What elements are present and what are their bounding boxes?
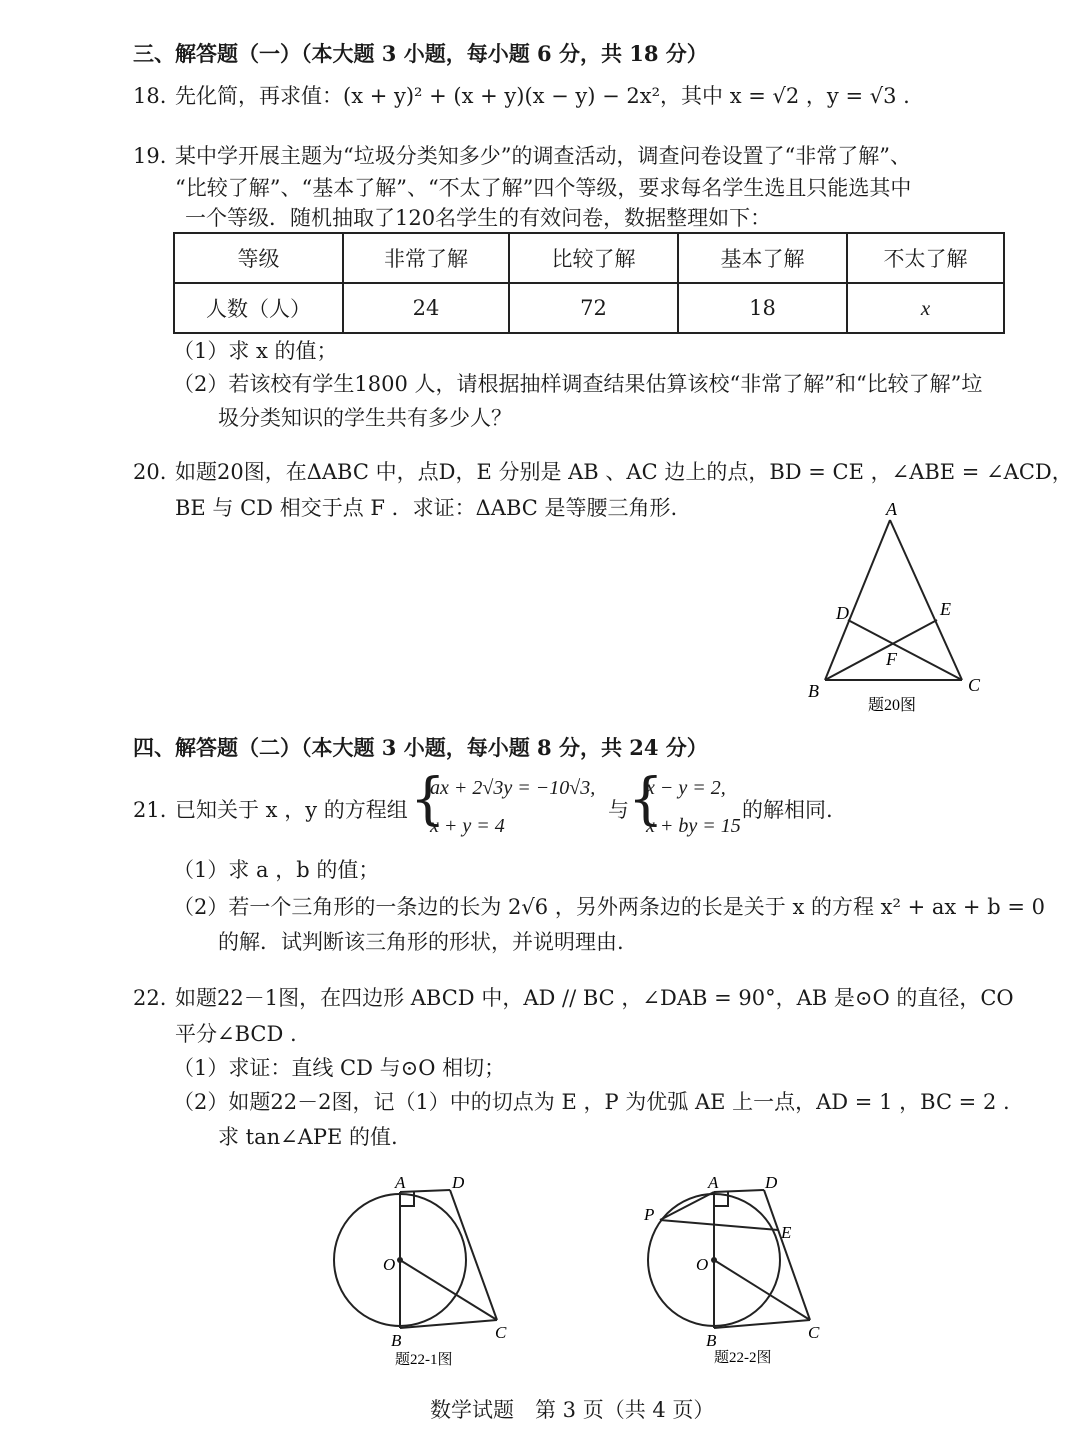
table-cell: x xyxy=(847,283,1004,333)
section3-title: 三、解答题（一）（本大题 3 小题，每小题 6 分，共 18 分） xyxy=(133,41,708,66)
q18-text: 先化简，再求值：(x + y)² + (x + y)(x − y) − 2x²，其中 x = √2 ，y = √3 . xyxy=(175,84,910,108)
label-e: E xyxy=(940,599,951,619)
grade-table xyxy=(173,232,1005,334)
q21-part1: （1）求 a ，b 的值； xyxy=(173,858,380,882)
label-f: F xyxy=(886,649,897,669)
figure-caption: 题22-2图 xyxy=(714,1350,772,1366)
q21-number: 21. xyxy=(133,798,167,822)
section4-title: 四、解答题（二）（本大题 3 小题，每小题 8 分，共 24 分） xyxy=(133,735,708,760)
q22-part1: （1）求证：直线 CD 与⊙O 相切； xyxy=(173,1056,506,1080)
left-brace: { xyxy=(628,767,664,832)
label-b: B xyxy=(706,1331,717,1350)
label-d: D xyxy=(765,1173,778,1192)
label-c: C xyxy=(968,675,981,695)
label-d: D xyxy=(836,603,849,623)
q19-line1: 某中学开展主题为“垃圾分类知多少”的调查活动，调查问卷设置了“非常了解”、 xyxy=(175,144,911,168)
q21-intro: 已知关于 x ，y 的方程组 xyxy=(175,798,408,822)
label-b: B xyxy=(808,681,819,701)
q22-line2: 平分∠BCD . xyxy=(175,1022,297,1046)
label-b: B xyxy=(391,1331,402,1350)
label-a: A xyxy=(708,1173,719,1192)
table-cell: 72 xyxy=(509,283,678,333)
label-o: O xyxy=(383,1255,396,1274)
table-cell: 24 xyxy=(343,283,509,333)
table-header-cell: 比较了解 xyxy=(509,233,678,283)
q22-number: 22. xyxy=(133,986,167,1010)
q22-part2-line1: （2）如题22－2图，记（1）中的切点为 E ，P 为优弧 AE 上一点，AD = 1 ，BC = 2 . xyxy=(173,1090,1010,1114)
q19-line2: “比较了解”、“基本了解”、“不太了解”四个等级，要求每名学生选且只能选其中 xyxy=(175,176,912,200)
q21-part2-line1: （2）若一个三角形的一条边的长为 2√6 ，另外两条边的长是关于 x 的方程 x² + ax + b = 0 xyxy=(173,895,1045,919)
circle-figure-22-2 xyxy=(638,1170,838,1370)
page-footer: 数学试题 第 3 页（共 4 页） xyxy=(430,1398,715,1422)
left-brace: { xyxy=(410,767,446,832)
table-header-cell: 非常了解 xyxy=(343,233,509,283)
table-header-cell: 等级 xyxy=(174,233,343,283)
figure-caption: 题20图 xyxy=(868,697,917,714)
q20-line2: BE 与 CD 相交于点 F ．求证：ΔABC 是等腰三角形. xyxy=(175,496,678,520)
label-e: E xyxy=(781,1223,792,1242)
q19-line3: 一个等级．随机抽取了120名学生的有效问卷，数据整理如下： xyxy=(185,206,772,230)
table-cell: 18 xyxy=(678,283,847,333)
label-a: A xyxy=(886,499,897,519)
label-o: O xyxy=(696,1255,709,1274)
q20-number: 20. xyxy=(133,460,167,484)
q22-line1: 如题22－1图，在四边形 ABCD 中，AD // BC ，∠DAB = 90°，AB 是⊙O 的直径，CO xyxy=(175,986,1014,1010)
label-d: D xyxy=(452,1173,465,1192)
table-cell: 人数（人） xyxy=(174,283,343,333)
q19-number: 19. xyxy=(133,144,167,168)
triangle-figure-20 xyxy=(790,495,1020,725)
q19-part2-line2: 圾分类知识的学生共有多少人？ xyxy=(218,406,512,430)
sys1-eq1: ax + 2√3y = −10√3, xyxy=(430,777,596,799)
q19-part2-line1: （2）若该校有学生1800 人，请根据抽样调查结果估算该校“非常了解”和“比较了解”垃 xyxy=(173,372,983,396)
sys1-eq2: x + y = 4 xyxy=(430,815,505,837)
label-c: C xyxy=(495,1323,507,1342)
table-header-cell: 不太了解 xyxy=(847,233,1004,283)
q20-line1: 如题20图，在ΔABC 中，点D，E 分别是 AB 、AC 边上的点，BD = CE ，∠ABE = ∠ACD， xyxy=(175,460,1073,484)
table-header-cell: 基本了解 xyxy=(678,233,847,283)
figure-caption: 题22-1图 xyxy=(395,1352,453,1368)
q19-part1: （1）求 x 的值； xyxy=(173,339,338,363)
label-c: C xyxy=(808,1323,820,1342)
table-row xyxy=(174,283,1004,333)
sys2-eq2: x + by = 15 xyxy=(646,815,741,837)
q22-part2-line2: 求 tan∠APE 的值. xyxy=(218,1125,398,1149)
q18-number: 18. xyxy=(133,84,167,108)
label-a: A xyxy=(395,1173,406,1192)
label-p: P xyxy=(644,1205,655,1224)
q21-tail: 的解相同. xyxy=(742,798,833,822)
table-header-row xyxy=(174,233,1004,283)
q21-part2-line2: 的解．试判断该三角形的形状，并说明理由. xyxy=(218,930,624,954)
q21-conj: 与 xyxy=(608,798,629,822)
sys2-eq1: x − y = 2, xyxy=(646,777,726,799)
circle-figure-22-1 xyxy=(325,1170,525,1370)
